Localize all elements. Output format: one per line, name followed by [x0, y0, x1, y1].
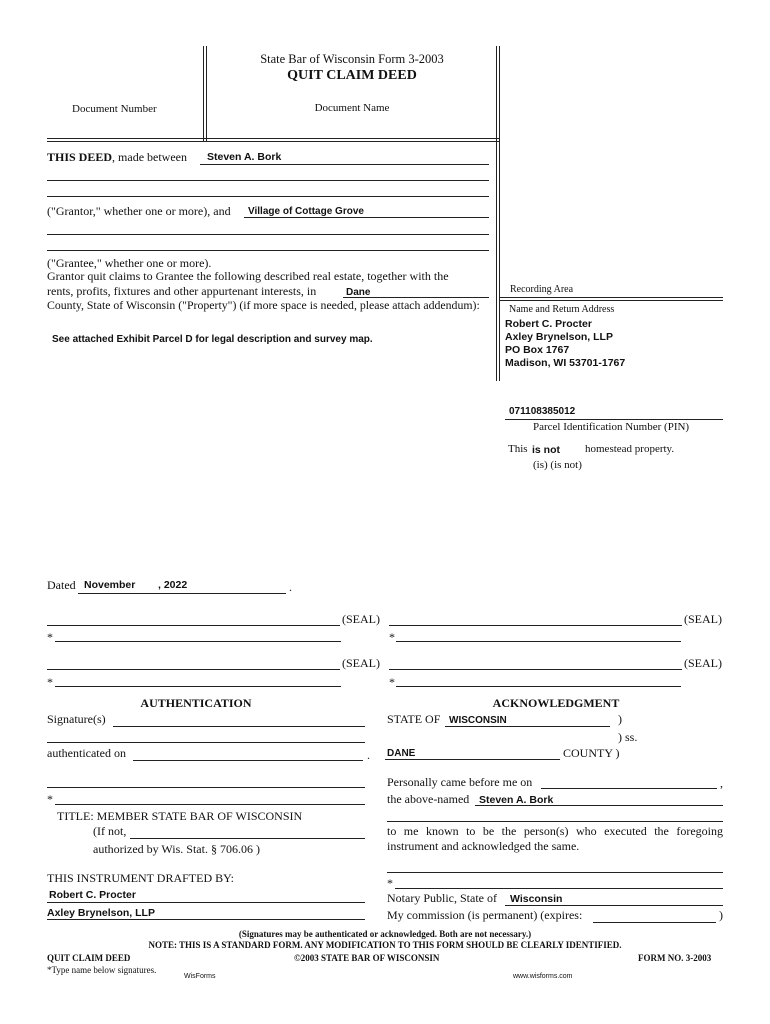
header-bottom-line-b — [47, 141, 499, 142]
ss-label: ) ss. — [618, 730, 638, 744]
auth-asterisk: * — [47, 792, 53, 806]
footer-copyright: ©2003 STATE BAR OF WISCONSIN — [294, 953, 440, 963]
asterisk-2: * — [389, 630, 395, 644]
this-deed-label: THIS DEED — [47, 150, 113, 164]
above-named-line-2 — [387, 821, 723, 822]
dated-line — [78, 593, 286, 594]
homestead-this-label: This — [508, 443, 528, 455]
notary-state-label: Notary Public, State of — [387, 891, 497, 905]
signatures-line[interactable] — [113, 726, 365, 727]
drafted-by-firm: Axley Brynelson, LLP — [47, 907, 155, 919]
return-city: Madison, WI 53701-1767 — [505, 357, 626, 369]
grantor-line-2 — [47, 180, 489, 181]
name-return-label: Name and Return Address — [509, 304, 615, 315]
return-name: Robert C. Procter — [505, 318, 592, 330]
document-number-label: Document Number — [72, 103, 157, 115]
signature-line-3[interactable] — [47, 669, 340, 670]
legal-description: See attached Exhibit Parcel D for legal description and survey map. — [52, 334, 373, 345]
seal-label-1: (SEAL) — [342, 612, 380, 626]
grantee-clause: ("Grantee," whether one or more). — [47, 256, 212, 270]
notary-name-line[interactable] — [395, 888, 723, 889]
county-name[interactable]: Dane — [346, 287, 371, 298]
wisforms-website: www.wisforms.com — [513, 973, 573, 980]
recording-area-line-b — [499, 300, 723, 301]
grantor-line-3 — [47, 196, 489, 197]
print-name-line-2[interactable] — [396, 641, 681, 642]
notary-asterisk: * — [387, 876, 393, 890]
county-line-text: County, State of Wisconsin ("Property") (if more space is needed, please attach addendum): — [47, 298, 480, 312]
grantee-name[interactable]: Village of Cottage Grove — [248, 206, 364, 217]
authenticated-on-line[interactable] — [133, 760, 363, 761]
signature-line-4[interactable] — [389, 669, 682, 670]
header-divider-left-a — [203, 46, 204, 141]
asterisk-4: * — [389, 675, 395, 689]
county-value[interactable]: DANE — [387, 748, 416, 759]
wisforms-label: WisForms — [184, 973, 216, 980]
homestead-options: (is) (is not) — [533, 459, 582, 471]
pin-line — [505, 419, 723, 420]
drafted-by-firm-line — [47, 919, 365, 920]
this-deed-text — [47, 150, 187, 165]
authenticated-period: . — [367, 748, 370, 762]
commission-line[interactable] — [593, 922, 716, 923]
notary-state-value[interactable]: Wisconsin — [510, 893, 563, 905]
homestead-text: homestead property. — [585, 443, 675, 455]
state-of-line — [445, 726, 610, 727]
asterisk-1: * — [47, 630, 53, 644]
drafted-by-name-line — [47, 902, 365, 903]
return-firm: Axley Brynelson, LLP — [505, 331, 613, 343]
ack-county-line — [385, 759, 560, 760]
dated-month[interactable]: November — [84, 579, 136, 591]
form-title: State Bar of Wisconsin Form 3-2003 — [260, 52, 444, 66]
type-name-note: *Type name below signatures. — [47, 965, 157, 975]
above-named-value[interactable]: Steven A. Bork — [479, 794, 554, 806]
grantee-line-3 — [47, 250, 489, 251]
asterisk-3: * — [47, 675, 53, 689]
document-name-label: Document Name — [314, 102, 390, 114]
authorized-by-label: authorized by Wis. Stat. § 706.06 ) — [93, 842, 260, 856]
personally-came-label: Personally came before me on — [387, 775, 533, 789]
recording-area-label: Recording Area — [510, 284, 574, 295]
header-divider-right-a — [496, 46, 497, 381]
homestead-value[interactable]: is not — [532, 444, 560, 456]
standard-form-note: NOTE: THIS IS A STANDARD FORM. ANY MODIFICATION TO THIS FORM SHOULD BE CLEARLY IDENTIFIED. — [148, 940, 622, 950]
print-name-line-1[interactable] — [55, 641, 341, 642]
header-bottom-line-a — [47, 138, 499, 139]
county-label: COUNTY ) — [563, 746, 620, 760]
authenticated-on-label: authenticated on — [47, 746, 126, 760]
pin-label: Parcel Identification Number (PIN) — [533, 421, 690, 433]
notary-signature-line[interactable] — [387, 872, 723, 873]
seal-label-4: (SEAL) — [684, 656, 722, 670]
drafted-by-label: THIS INSTRUMENT DRAFTED BY: — [47, 871, 235, 885]
grantor-line-1 — [200, 164, 489, 165]
rents-line: rents, profits, fixtures and other appurtenant interests, in — [47, 284, 317, 298]
seal-label-3: (SEAL) — [342, 656, 380, 670]
signature-line-1[interactable] — [47, 625, 340, 626]
commission-close: ) — [719, 908, 723, 922]
notary-state-line — [505, 905, 723, 906]
grantor-name[interactable]: Steven A. Bork — [207, 151, 282, 163]
state-paren: ) — [618, 712, 622, 726]
if-not-line[interactable] — [130, 838, 365, 839]
acknowledgment-heading: ACKNOWLEDGMENT — [492, 696, 620, 710]
auth-signature-line[interactable] — [47, 787, 365, 788]
grantor-clause: ("Grantor," whether one or more), and — [47, 204, 231, 218]
seal-label-2: (SEAL) — [684, 612, 722, 626]
signatures-line-2[interactable] — [47, 742, 365, 743]
footer-left-title: QUIT CLAIM DEED — [47, 953, 131, 963]
recording-area-line-a — [499, 297, 723, 298]
authentication-heading: AUTHENTICATION — [140, 696, 252, 710]
above-named-line — [475, 805, 723, 806]
signatures-note: (Signatures may be authenticated or acknowledged. Both are not necessary.) — [238, 929, 532, 939]
dated-year[interactable]: , 2022 — [158, 579, 188, 591]
personally-came-line[interactable] — [541, 788, 717, 789]
title-member-line: TITLE: MEMBER STATE BAR OF WISCONSIN — [57, 809, 303, 823]
signature-line-2[interactable] — [389, 625, 682, 626]
return-pobox: PO Box 1767 — [505, 344, 570, 356]
state-of-value[interactable]: WISCONSIN — [449, 715, 507, 726]
signatures-label: Signature(s) — [47, 712, 106, 726]
drafted-by-name: Robert C. Procter — [49, 889, 136, 901]
made-between-text: , made between — [112, 150, 187, 164]
print-name-line-3[interactable] — [55, 686, 341, 687]
personally-came-comma: , — [720, 776, 723, 790]
if-not-label: (If not, — [93, 824, 127, 838]
auth-name-line[interactable] — [55, 804, 365, 805]
known-text: to me known to be the person(s) who executed the foregoing instrument and acknowledged the same. — [387, 824, 723, 853]
header-divider-right-b — [499, 46, 500, 381]
print-name-line-4[interactable] — [396, 686, 681, 687]
pin-value[interactable]: 071108385012 — [509, 406, 576, 417]
grantee-line-1 — [244, 217, 489, 218]
dated-period: . — [289, 580, 292, 594]
dated-label: Dated — [47, 578, 76, 592]
state-of-label: STATE OF — [387, 712, 441, 726]
above-named-label: the above-named — [387, 792, 470, 806]
quit-claims-line: Grantor quit claims to Grantee the following described real estate, together with the — [47, 269, 449, 283]
commission-label: My commission (is permanent) (expires: — [387, 908, 583, 922]
grantee-line-2 — [47, 234, 489, 235]
footer-form-no: FORM NO. 3-2003 — [638, 953, 712, 963]
deed-title: QUIT CLAIM DEED — [287, 68, 417, 83]
